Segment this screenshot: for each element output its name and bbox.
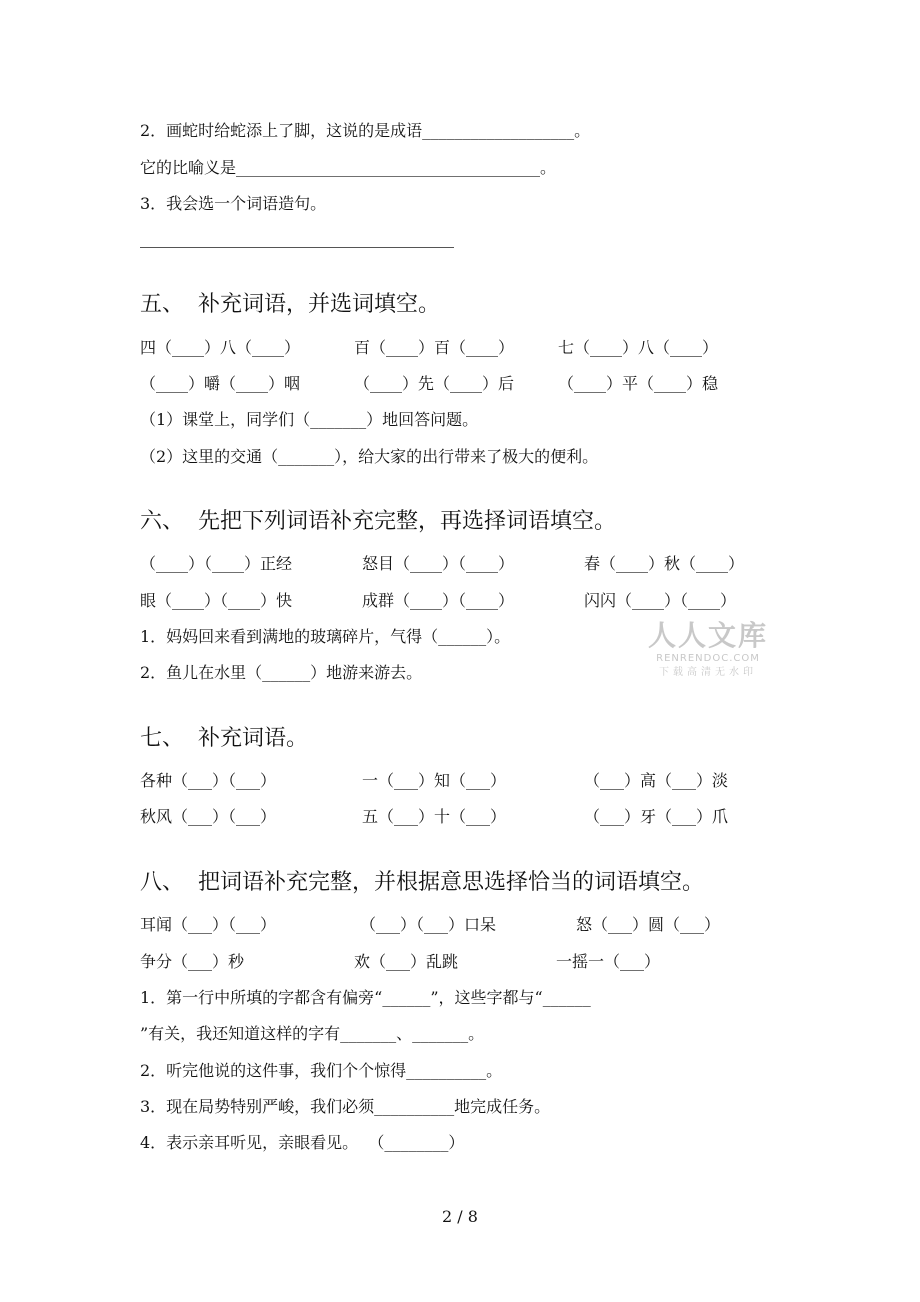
section-8-question-2: 2．听完他说的这件事，我们个个惊得__________。 xyxy=(140,1061,503,1080)
question-2-line-2: 它的比喻义是______________________________________。 xyxy=(140,158,557,177)
watermark-logo xyxy=(642,620,774,680)
word-item: 争分（___）秒 xyxy=(140,952,245,971)
section-8-heading: 八、 把词语补充完整，并根据意思选择恰当的词语填空。 xyxy=(140,870,704,895)
word-item: 成群（____）（____） xyxy=(362,591,515,610)
question-2-line-1: 2．画蛇时给蛇添上了脚，这说的是成语___________________。 xyxy=(140,121,591,140)
section-5-question-2: （2）这里的交通（_______），给大家的出行带来了极大的便利。 xyxy=(140,447,599,466)
section-8-question-3: 3．现在局势特别严峻，我们必须__________地完成任务。 xyxy=(140,1097,551,1116)
word-item: （____）（____）正经 xyxy=(140,554,293,573)
word-item: 怒目（____）（____） xyxy=(362,554,515,573)
section-8-question-4: 4．表示亲耳听见，亲眼看见。 （________） xyxy=(140,1133,465,1152)
word-item: 百（____）百（____） xyxy=(354,338,515,357)
word-item: 怒（___）圆（___） xyxy=(576,915,721,934)
word-item: （___）高（___）淡 xyxy=(584,771,729,790)
word-item: 五（___）十（___） xyxy=(362,807,507,826)
word-item: 春（____）秋（____） xyxy=(584,554,745,573)
section-8-question-1-line-1: 1．第一行中所填的字都含有偏旁“______”，这些字都与“______ xyxy=(140,988,591,1007)
section-6-question-2: 2．鱼儿在水里（______）地游来游去。 xyxy=(140,663,423,682)
word-item: （___）牙（___）爪 xyxy=(584,807,729,826)
section-8-question-1-line-2: ”有关，我还知道这样的字有_______、_______。 xyxy=(140,1024,485,1043)
answer-rule xyxy=(140,247,454,248)
section-5-question-1: （1）课堂上，同学们（_______）地回答问题。 xyxy=(140,410,479,429)
word-item: 一（___）知（___） xyxy=(362,771,507,790)
word-item: 闪闪（____）（____） xyxy=(584,591,737,610)
section-6-heading: 六、 先把下列词语补充完整，再选择词语填空。 xyxy=(140,509,616,534)
word-item: 各种（___）（___） xyxy=(140,771,277,790)
word-item: （____）平（____）稳 xyxy=(558,374,719,393)
word-item: （____）嚼（____）咽 xyxy=(140,374,301,393)
section-7-heading: 七、 补充词语。 xyxy=(140,726,308,751)
word-item: 四（____）八（____） xyxy=(140,338,301,357)
word-item: 一摇一（___） xyxy=(556,952,661,971)
question-3: 3．我会选一个词语造句。 xyxy=(140,194,327,213)
word-item: 眼（____）（____）快 xyxy=(140,591,293,610)
section-6-question-1: 1．妈妈回来看到满地的玻璃碎片，气得（______）。 xyxy=(140,627,511,646)
word-item: （___）（___）口呆 xyxy=(360,915,497,934)
word-item: 秋风（___）（___） xyxy=(140,807,277,826)
word-item: 欢（___）乱跳 xyxy=(354,952,459,971)
watermark-title: 人人文库 xyxy=(647,619,768,652)
section-5-heading: 五、 补充词语，并选词填空。 xyxy=(140,292,440,317)
watermark-slogan: 下载高清无水印 xyxy=(659,667,757,678)
watermark-domain: RENRENDOC.COM xyxy=(656,653,760,664)
page-number: 2 / 8 xyxy=(442,1207,478,1226)
word-item: （____）先（____）后 xyxy=(354,374,515,393)
word-item: 七（____）八（____） xyxy=(558,338,719,357)
word-item: 耳闻（___）（___） xyxy=(140,915,277,934)
